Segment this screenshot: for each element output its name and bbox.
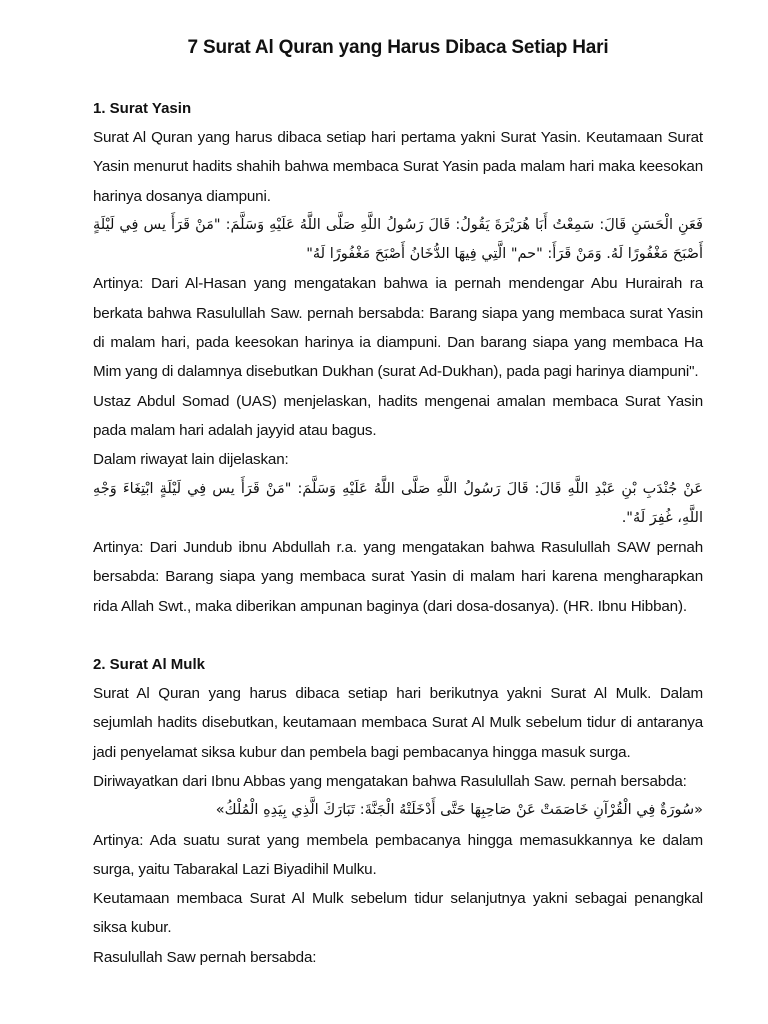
paragraph-uas-explanation: Ustaz Abdul Somad (UAS) menjelaskan, hadits mengenai amalan membaca Surat Yasin pada malam hari adalah jayyid atau bagus. (93, 392, 703, 439)
section-gap (93, 621, 703, 650)
paragraph-translation: Artinya: Ada suatu surat yang membela pembacanya hingga memasukkannya ke dalam surga, yaitu Tabarakal Lazi Biyadihil Mulku. (93, 831, 703, 878)
paragraph-other-narration: Dalam riwayat lain dijelaskan: (93, 451, 289, 469)
paragraph-benefit: Keutamaan membaca Surat Al Mulk sebelum tidur selanjutnya yakni sebagai penangkal siksa kubur. (93, 890, 703, 937)
arabic-hadith-text: فَعَنِ الْحَسَنِ قَالَ: سَمِعْتُ أَبَا هُرَيْرَةَ يَقُولُ: قَالَ رَسُولُ اللَّهِ صَلَّى اللَّهُ عَلَيْهِ وَسَلَّمَ: "مَنْ قَرَأَ يس فِي لَيْلَةٍ أَصْبَحَ مَغْفُورًا لَهُ. وَمَنْ قَرَأَ: "حم" الَّتِي فِيهَا الدُّخَانُ أَصْبَحَ مَغْفُورًا لَهُ" (93, 216, 703, 263)
paragraph-hadith-intro: Rasulullah Saw pernah bersabda: (93, 948, 317, 966)
paragraph-intro: Surat Al Quran yang harus dibaca setiap hari berikutnya yakni Surat Al Mulk. Dalam sejumlah hadits disebutkan, keutamaan membaca Surat Al Mulk sebelum tidur di antaranya jadi penyelamat siksa kubur dan pembela bagi pembacanya hingga masuk surga. (93, 685, 703, 761)
paragraph-intro: Surat Al Quran yang harus dibaca setiap hari pertama yakni Surat Yasin. Keutamaan Surat Yasin menurut hadits shahih bahwa membaca Surat Yasin pada malam hari maka keesokan harinya dosanya diampuni. (93, 129, 703, 205)
document-page (93, 28, 703, 972)
paragraph-translation: Artinya: Dari Al-Hasan yang mengatakan bahwa ia pernah mendengar Abu Hurairah ra berkata bahwa Rasulullah Saw. pernah bersabda: Barang siapa yang membaca surat Yasin di malam hari, pada keesokan harinya ia diampuni. Dan barang siapa yang membaca Ha Mim yang di dalamnya disebutkan Dukhan (surat Ad-Dukhan), pada pagi harinya diampuni". (93, 275, 703, 381)
title-spacer (93, 60, 703, 94)
section-surat-al-mulk (93, 650, 703, 972)
paragraph-translation: Artinya: Dari Jundub ibnu Abdullah r.a. yang mengatakan bahwa Rasulullah SAW pernah bersabda: Barang siapa yang membaca surat Yasin di malam hari karena mengharapkan rida Allah Swt., maka diberikan ampunan baginya (dari dosa-dosanya). (HR. Ibnu Hibban). (93, 539, 703, 615)
paragraph-narration: Diriwayatkan dari Ibnu Abbas yang mengatakan bahwa Rasulullah Saw. pernah bersabda: (93, 772, 687, 790)
section-heading: 2. Surat Al Mulk (93, 656, 205, 674)
arabic-hadith-text: «سُورَةٌ فِي الْقُرْآنِ خَاصَمَتْ عَنْ صَاحِبِهَا حَتَّى أَدْخَلَتْهُ الْجَنَّةَ: تَبَارَكَ الَّذِي بِيَدِهِ الْمُلْكُ» (215, 802, 703, 819)
document-title: 7 Surat Al Quran yang Harus Dibaca Setiap Hari (187, 37, 609, 58)
section-surat-yasin (93, 94, 703, 621)
section-heading: 1. Surat Yasin (93, 100, 192, 117)
arabic-hadith-text: عَنْ جُنْدَبِ بْنِ عَبْدِ اللَّهِ قَالَ: قَالَ رَسُولُ اللَّهِ صَلَّى اللَّهُ عَلَيْهِ وَسَلَّمَ: "مَنْ قَرَأَ يس فِي لَيْلَةٍ ابْتِغَاءَ وَجْهِ اللَّهِ، غُفِرَ لَهُ". (93, 480, 703, 526)
